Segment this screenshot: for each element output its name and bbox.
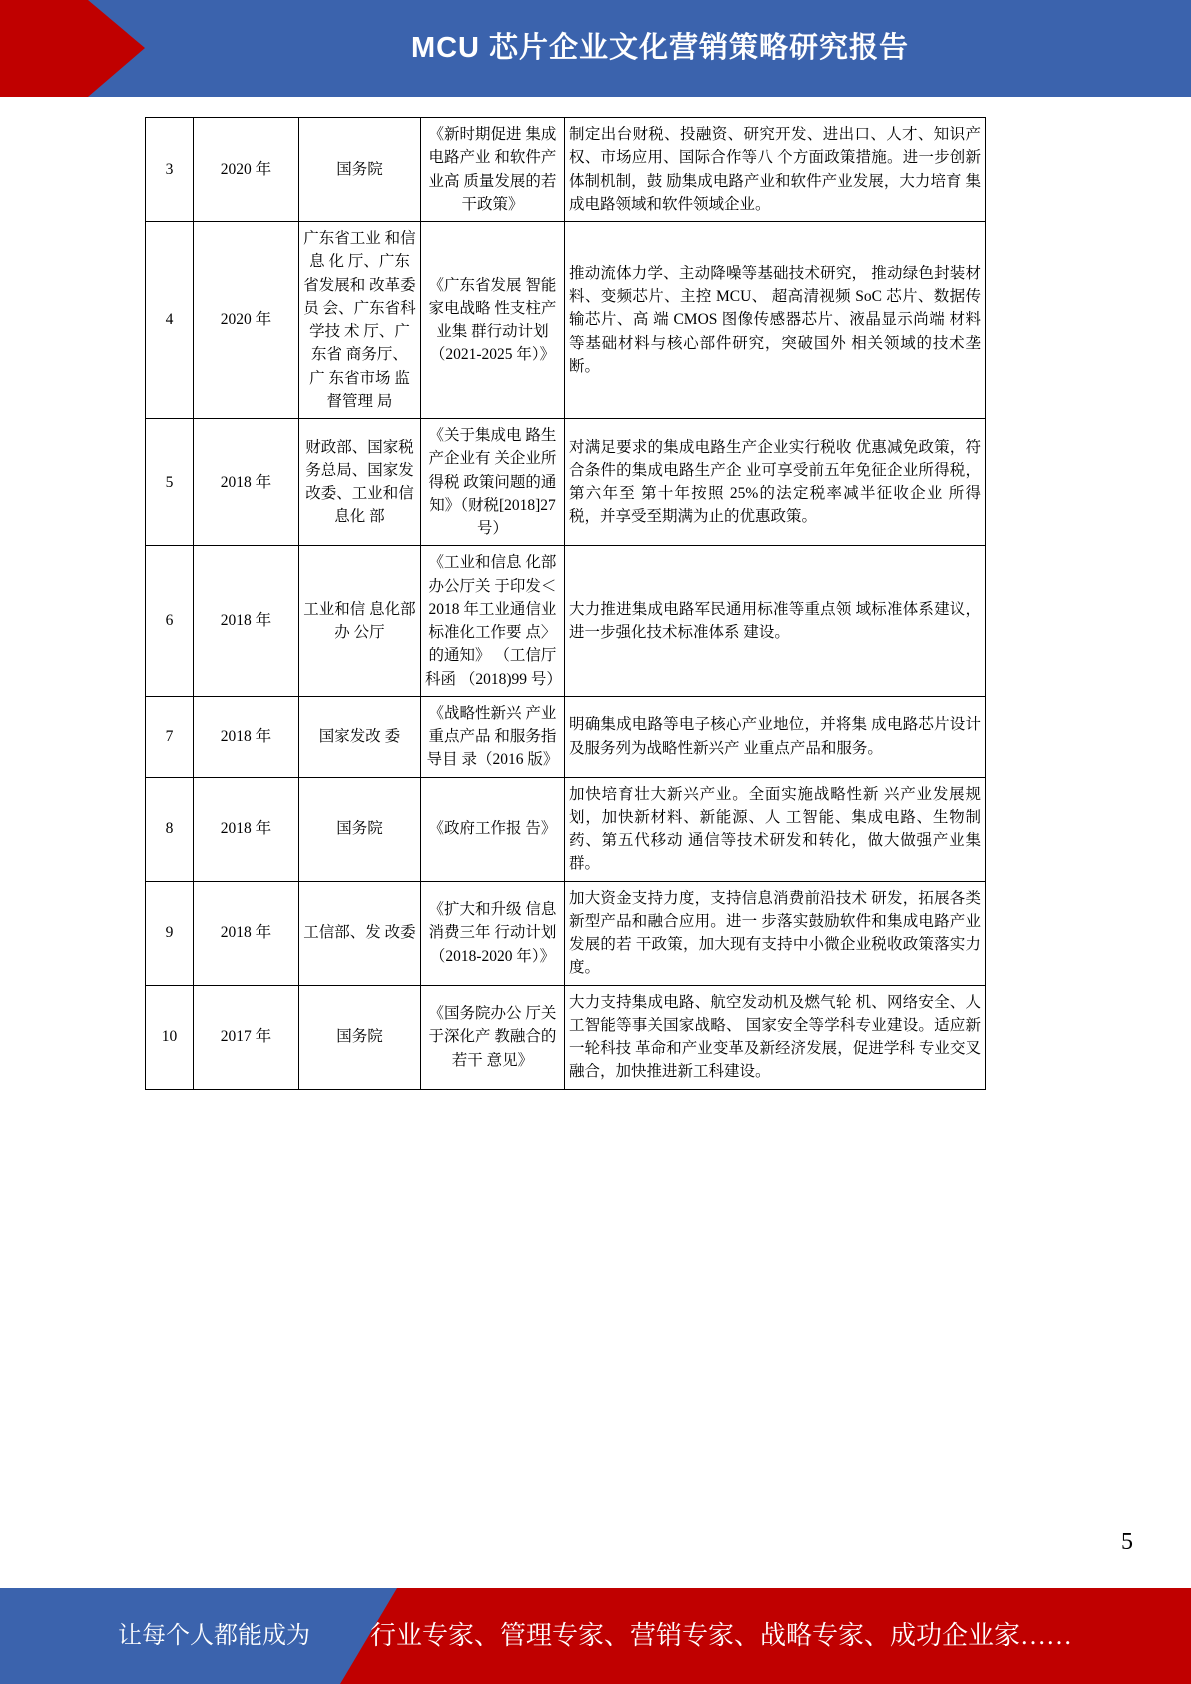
cell-organization: 国务院	[299, 985, 421, 1089]
footer-slogan-right: 行业专家、管理专家、营销专家、战略专家、成功企业家……	[370, 1621, 1073, 1650]
cell-year: 2018 年	[194, 546, 299, 697]
page-number: 5	[1121, 1529, 1133, 1555]
page-footer	[0, 1588, 1191, 1684]
table-row	[146, 118, 986, 222]
cell-document: 《广东省发展 智能家电战略 性支柱产业集 群行动计划（2021-2025 年）》	[421, 222, 565, 419]
cell-number: 8	[146, 777, 194, 881]
table-row	[146, 419, 986, 546]
cell-organization: 广东省工业 和信息 化 厅、广东省发展和 改革委员 会、广东省科学技 术 厅、广东省 商务厅、 广 东省市场 监督管理 局	[299, 222, 421, 419]
cell-description: 大力支持集成电路、航空发动机及燃气轮 机、网络安全、人工智能等事关国家战略、 国家安全等学科专业建设。适应新一轮科技 革命和产业变革及新经济发展，促进学科 专业交叉融合，加快推进新工科建设。	[565, 985, 986, 1089]
cell-description: 明确集成电路等电子核心产业地位，并将集 成电路芯片设计及服务列为战略性新兴产 业重点产品和服务。	[565, 696, 986, 777]
cell-description: 加快培育壮大新兴产业。全面实施战略性新 兴产业发展规划，加快新材料、新能源、人 工智能、集成电路、生物制药、第五代移动 通信等技术研发和转化，做大做强产业集 群。	[565, 777, 986, 881]
cell-document: 《政府工作报 告》	[421, 777, 565, 881]
cell-organization: 国务院	[299, 777, 421, 881]
cell-organization: 工业和信 息化部办 公厅	[299, 546, 421, 697]
cell-number: 6	[146, 546, 194, 697]
table-row	[146, 222, 986, 419]
cell-organization: 工信部、发 改委	[299, 881, 421, 985]
cell-number: 10	[146, 985, 194, 1089]
table-row	[146, 546, 986, 697]
cell-year: 2020 年	[194, 222, 299, 419]
cell-year: 2018 年	[194, 881, 299, 985]
cell-year: 2020 年	[194, 118, 299, 222]
page-header	[0, 0, 1191, 97]
cell-document: 《关于集成电 路生产企业有 关企业所得税 政策问题的通 知》（财税[2018]27 号）	[421, 419, 565, 546]
cell-year: 2018 年	[194, 696, 299, 777]
page-title: MCU 芯片企业文化营销策略研究报告	[410, 32, 910, 64]
cell-document: 《国务院办公 厅关于深化产 教融合的若干 意见》	[421, 985, 565, 1089]
cell-description: 推动流体力学、主动降噪等基础技术研究， 推动绿色封装材料、变频芯片、主控 MCU、 超高清视频 SoC 芯片、数据传输芯片、高 端 CMOS 图像传感器芯片、液晶显示尚端 材料等基础材料与核心部件研究，突破国外 相关领域的技术垄断。	[565, 222, 986, 419]
cell-organization: 国家发改 委	[299, 696, 421, 777]
policy-table	[145, 117, 986, 1090]
cell-year: 2018 年	[194, 777, 299, 881]
cell-number: 4	[146, 222, 194, 419]
cell-year: 2018 年	[194, 419, 299, 546]
cell-document: 《扩大和升级 信息消费三年 行动计划（2018-2020 年）》	[421, 881, 565, 985]
cell-organization: 财政部、国家税务总局、国家发改委、工业和信息化 部	[299, 419, 421, 546]
table-row	[146, 777, 986, 881]
cell-description: 加大资金支持力度，支持信息消费前沿技术 研发，拓展各类新型产品和融合应用。进一 步落实鼓励软件和集成电路产业发展的若 干政策，加大现有支持中小微企业税收政策落实力度。	[565, 881, 986, 985]
cell-number: 9	[146, 881, 194, 985]
cell-number: 3	[146, 118, 194, 222]
cell-number: 5	[146, 419, 194, 546]
table-row	[146, 881, 986, 985]
cell-number: 7	[146, 696, 194, 777]
cell-document: 《战略性新兴 产业重点产品 和服务指导目 录（2016 版》	[421, 696, 565, 777]
cell-document: 《工业和信息 化部办公厅关 于印发＜2018 年工业通信业 标准化工作要 点〉的通知》 （工信厅科函 （2018)99 号）	[421, 546, 565, 697]
table-row	[146, 696, 986, 777]
footer-slogan-left: 让每个人都能成为	[118, 1623, 310, 1649]
cell-year: 2017 年	[194, 985, 299, 1089]
cell-description: 大力推进集成电路军民通用标准等重点领 域标准体系建议，进一步强化技术标准体系 建设。	[565, 546, 986, 697]
cell-description: 对满足要求的集成电路生产企业实行税收 优惠减免政策，符合条件的集成电路生产企 业可享受前五年免征企业所得税，第六年至 第十年按照 25%的法定税率减半征收企业 所得税，并享受至期满为止的优惠政策。	[565, 419, 986, 546]
table-row	[146, 985, 986, 1089]
cell-description: 制定出台财税、投融资、研究开发、进出口、人才、知识产权、市场应用、国际合作等八 个方面政策措施。进一步创新体制机制，鼓 励集成电路产业和软件产业发展，大力培育 集成电路领域和软件领域企业。	[565, 118, 986, 222]
header-red-arrow	[0, 0, 145, 97]
cell-organization: 国务院	[299, 118, 421, 222]
policy-table-container	[145, 117, 985, 1090]
cell-document: 《新时期促进 集成电路产业 和软件产业高 质量发展的若 干政策》	[421, 118, 565, 222]
